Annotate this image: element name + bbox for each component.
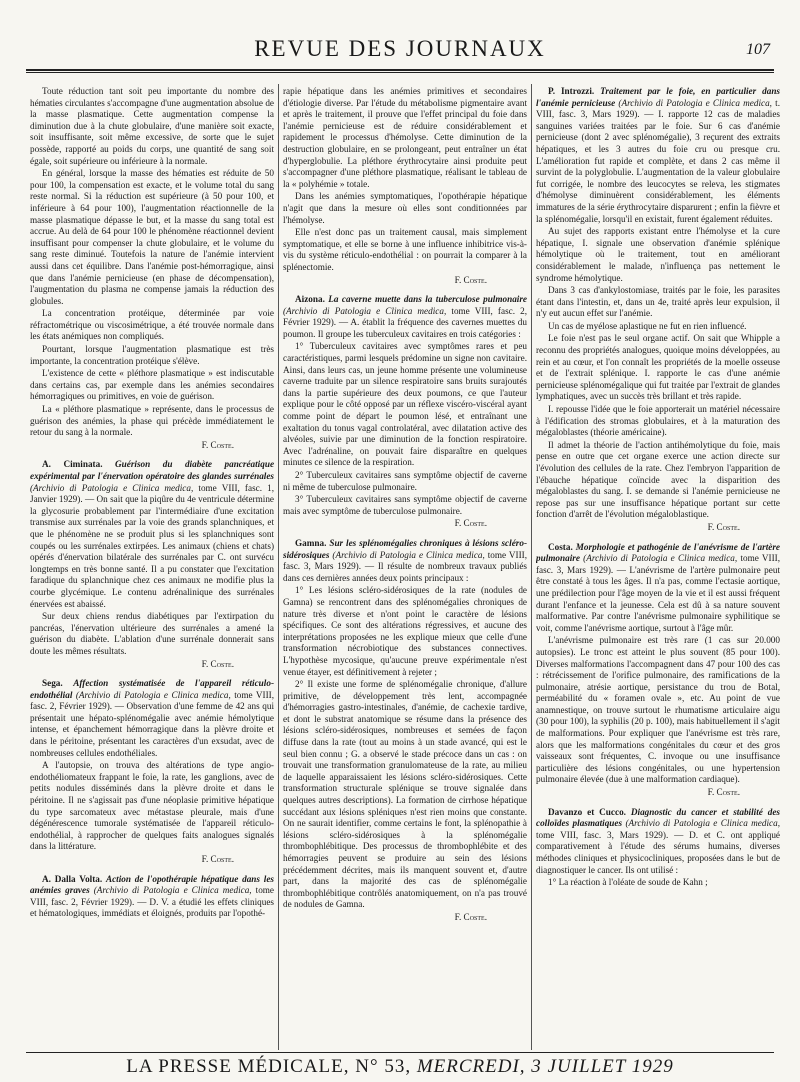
- column-divider-2: [531, 84, 532, 1050]
- article-author: P. Introzzi.: [548, 86, 595, 96]
- signature: F. Coste.: [454, 518, 487, 529]
- article-author: Sega.: [42, 678, 63, 689]
- list-item: 1° La réaction à l'oléate de soude de Kahn ;: [548, 877, 708, 888]
- paragraph: Dans 3 cas d'ankylostomiase, traités par le foie, les parasites étant dans l'intestin, et, dans un 4e, traité après leur expulsion, il n'y eut aucun effet sur l'anémie.: [536, 285, 780, 319]
- article-source: (Archivio di Patologia e Clinica medica,: [30, 482, 194, 493]
- article-title: Sur les splénomégalies chroniques à lésions scléro-sidérosiques: [283, 537, 527, 560]
- article-author: Aizona.: [295, 294, 325, 305]
- article-source: (Archivio di Patologia e Clinica medica,: [75, 689, 231, 700]
- footer-rule: [26, 1052, 774, 1053]
- article-introzzi: [536, 86, 780, 534]
- list-item: 2° Il existe une forme de splénomégalie chronique, d'allure primitive, de développement très lent, accompagnée d'hémorragies gastro-intestinales, d'anémie, de cachexie tardive, et dont le substrat anatomique se résume dans la présence des lésions scléro-sidérosiques, nombreuses et semées de façon diffuse dans la rate (tout au moins à un stade avancé, qui est le seul bien connu ; G. a observé le stade précoce dans un cas : on trouvait une transformation granulomateuse de la rate, au milieu de laquelle apparaissaient les lésions scléro-sidérosiques. Cette transformation structurale splénique se trouve signalée dans quelques autres descriptions). La formation de cirrhose hépatique succédant aux lésions spléniques n'est rien moins que constante. On ne saurait identifier, comme certains le font, la splénopathie à lésions scléro-sidérosiques à la splénomégalie thrombophlébitique. Des processus de thrombophlébite et des hémorragies peuvent se produire au sein des lésions précédemment décrites, mais ils manquent souvent et, d'autre part, dans la majorité des cas de splénomégalie thrombophlébitique contrôlés anatomiquement, on n'a pas trouvé de nodules de Gamna.: [283, 679, 527, 910]
- signature: F. Coste.: [201, 439, 234, 450]
- article-title: Diagnostic du cancer et stabilité des colloïdes plasmatiques: [536, 806, 780, 829]
- list-item: 1° Tuberculeux cavitaires avec symptômes rares et peu caractéristiques, parmi lesquels prédomine un signe non cavitaire. Ainsi, dans leurs cas, un jeune homme présente une volumineuse caverne traduite par un silence respiratoire sans bruits surajoutés dans la partie supérieure des deux poumons, ce que l'auteur explique pour le côté opposé par un réflexe viscéro-viscéral ayant comme point de départ le poumon lésé, et entraînant une exaltation du tonus vagal controlatéral, avec dilatation active des alvéoles, suivie par une diminution de la fonction respiratoire. Avec l'adrénaline, on pouvait faire disparaître en quelques minutes ce silence de la respiration.: [283, 341, 527, 468]
- column-1: [30, 86, 274, 1048]
- article-body: tome VIII, fasc. 2, Février 1929). — Observation d'une femme de 42 ans qui présentait une hépato-splénomégalie avec anémie hémolytique intense, et épanchement hémorragique dans la plèvre droite et dans le péritoine, présentant les caractères d'un exsudat, avec de nombreuses cellules endothéliales.: [30, 689, 274, 758]
- article-title: La caverne muette dans la tuberculose pulmonaire: [328, 294, 527, 305]
- paragraph: Dans les anémies symptomatiques, l'opothérapie hépatique n'agit que dans la mesure où elles sont conditionnées par l'hémolyse.: [283, 191, 527, 225]
- article-sega: [30, 678, 274, 866]
- article-ciminata: [30, 459, 274, 670]
- article-author: A. Dalla Volta.: [42, 873, 103, 884]
- paragraph: Le foie n'est pas le seul organe actif. On sait que Whipple a reconnu des propriétés analogues, quoique moins développées, au rein et au cœur, et l'on connaît les propriétés de la moelle osseuse et de l'extrait splénique. I. rapporte le cas d'une anémie pernicieuse splénomégalique qui fut traitée par l'extrait de glandes lymphatiques, avec un succès très brillant et très rapide.: [536, 333, 780, 402]
- paragraph: Pourtant, lorsque l'augmentation plasmatique est très importante, la concentration protéique s'élève.: [30, 344, 274, 366]
- article-source: (Archivio di Patologia e Clinica medica,: [332, 549, 485, 560]
- paragraph: La « pléthore plasmatique » représente, dans le processus de guérison des anémies, la phase qui précède immédiatement le retour du sang à la normale.: [30, 404, 274, 438]
- article-source: (Archivio di Patologia e Clinica medica,: [625, 818, 780, 829]
- signature: F. Coste.: [201, 854, 234, 864]
- article-title: Morphologie et pathogénie de l'anévrisme de l'artère pulmonaire: [536, 541, 780, 564]
- column-2: [283, 86, 527, 1048]
- article-gamna: [283, 538, 527, 924]
- paragraph: Elle n'est donc pas un traitement causal, mais simplement symptomatique, et elle se borne à une influence inhibitrice vis-à-vis du système réticulo-endothélial : on pourrait la comparer à la splénectomie.: [283, 227, 527, 272]
- article-aizona: [283, 294, 527, 530]
- header-rule: [26, 69, 774, 73]
- article-davanzo-cucco: [536, 807, 780, 889]
- article-author: Costa.: [548, 541, 573, 552]
- list-item: 2° Tuberculeux cavitaires sans symptôme objectif de caverne ni même de tuberculose pulmonaire.: [283, 470, 527, 492]
- paragraph: Au sujet des rapports existant entre l'hémolyse et la cure hépatique, I. signale une observation d'anémie splénique hémolytique où le traitement, tout en améliorant considérablement le malade, n'influença pas nettement le syndrome hémolytique.: [536, 226, 780, 283]
- article-body: tome VIII, fasc. 3, Mars 1929). — Il résulte de nombreux travaux publiés dans ces dernières années deux points principaux :: [283, 549, 527, 583]
- page-footer: [0, 1052, 800, 1080]
- article-body: tome VIII, fasc. 3, Mars 1929). — L'anévrisme de l'artère pulmonaire peut être constaté à tous les âges. Il n'a pas, comme l'ectasie aortique, une prédilection pour l'âge moyen de la vie et il est aussi fréquent durant l'enfance et la jeunesse. Cela est dû à sa nature souvent malformative. Par contre l'anévrisme pulmonaire syphilitique se voit, comme l'anévrisme aortique, surtout à l'âge mûr.: [536, 553, 780, 633]
- list-item: 1° Les lésions scléro-sidérosiques de la rate (nodules de Gamna) se rencontrent dans des splénomégalies chroniques de nature très diverse et n'ont point le caractère de lésions spécifiques. Ce sont des altérations régressives, et aucune des interprétations proposées ne les explique mieux que celle d'une transformation nécrobiotique des substances connectives. L'hypothèse mycosique, qu'aucune preuve expérimentale n'est venue étayer, est définitivement à rejeter ;: [283, 585, 527, 677]
- article-author: Davanzo et Cucco.: [548, 806, 626, 817]
- paragraph: rapie hépatique dans les anémies primitives et secondaires d'étiologie diverse. Par l'étude du métabolisme pigmentaire avant et après le traitement, il prouve que l'effet principal du foie dans l'anémie pernicieuse est de réduire considérablement et rapidement le processus d'hémolyse. Cette diminution de la destruction globulaire, en se prolongeant, peut entraîner un état d'hyperglobulie. La pléthore érythrocytaire ainsi produite peut s'accompagner d'une pléthore plasmatique, réalisant le tableau de la « polyhémie » totale.: [283, 86, 527, 189]
- paragraph: I. repousse l'idée que le foie apporterait un matériel nécessaire à l'édification des stromas globulaires, et à la maturation des mégaloblastes (théorie américaine).: [536, 404, 780, 438]
- paragraph: En général, lorsque la masse des hématies est réduite de 50 pour 100, la compensation est exacte, et le volume total du sang reste normal. Si la réduction est supérieure (à 50 pour 100, et inférieure à 64 pour 100), l'augmentation réactionnelle de la masse plasmatique dépasse le but, et la masse du sang total est accrue. Au delà de 64 pour 100 le phénomène réactionnel devient insuffisant pour compenser la chute globulaire, et le volume du sang reste diminué. Toutefois la nature de l'anémie intervient aussi dans cet équilibre. Dans l'anémie post-hémorragique, ainsi que dans l'anémie pernicieuse (en phase de décompensation), l'augmentation du plasma ne compense jamais la réduction des globules.: [30, 168, 274, 306]
- article-body: tome VIII, fasc. 2, Février 1929). — D. V. a étudié les effets cliniques et hématologiques, immédiats et éloignés, produits par l'opothé-: [30, 885, 274, 919]
- article-body: t. VIII, fasc. 3, Mars 1929). — I. rapporte 12 cas de maladies sanguines variées traitées par le foie. Sur 6 cas d'anémie pernicieuse (dont 2 avec splénomégalie), 3 reçurent des extraits hépatiques, et les 3 autres du foie cru ou presque cru. L'amélioration fut rapide et complète, et dans 2 cas même il survint de la polyglobulie. L'augmentation de la valeur globulaire fut corrigée, le nombre des leucocytes se releva, les stigmates d'hémolyse diminuèrent considérablement, les éléments immatures de la série érythrocytaire disparurent ; enfin la fièvre et la splénomégalie, lorsqu'il en existait, furent également réduites.: [536, 97, 780, 224]
- column-divider-1: [278, 84, 279, 1050]
- article-body: tome VIII, fasc. 2, Février 1929). — A. établit la fréquence des cavernes muettes du poumon. Il groupe les tuberculeux cavitaires en trois catégories :: [283, 305, 527, 339]
- page-header: [0, 30, 800, 70]
- paragraph: Sur deux chiens rendus diabétiques par l'extirpation du pancréas, l'énervation ultérieure des surrénales a amené la guérison du diabète. L'ablation d'une surrénale donnerait sans doute les mêmes résultats.: [30, 611, 274, 656]
- list-item: 3° Tuberculeux cavitaires sans symptôme objectif de caverne mais avec symptôme de tuberculose pulmonaire.: [283, 494, 527, 516]
- signature: F. Coste.: [707, 521, 740, 532]
- footer-journal: LA PRESSE MÉDICALE, N° 53,: [126, 1056, 412, 1077]
- article-source: (Archivio di Patologia e Clinica medica,: [583, 553, 738, 564]
- signature: F. Coste.: [454, 911, 487, 922]
- article-author: A. Ciminata.: [42, 459, 103, 470]
- article-author: Gamna.: [295, 537, 327, 548]
- article-title: Traitement par le foie, en particulier dans l'anémie pernicieuse: [536, 86, 780, 108]
- paragraph: La concentration protéique, déterminée par voie réfractométrique ou viscosimétrique, a été trouvée normale dans les états anémiques non compliqués.: [30, 308, 274, 342]
- article-source: (Archivio di Patologia e Clinica medica,: [283, 305, 447, 316]
- paragraph: Toute réduction tant soit peu importante du nombre des hématies circulantes s'accompagne d'une augmentation absolue de la masse plasmatique. Cette augmentation compense la diminution due à la chute globulaire, d'une manière soit exacte, soit insuffisante, soit même excessive, de sorte que le sujet possède, rapporté au poids du corps, une quantité de sang soit égale, soit supérieure ou inférieure à la normale.: [30, 86, 274, 166]
- article-costa: [536, 542, 780, 799]
- footer-text: [0, 1056, 800, 1078]
- journal-section-title: REVUE DES JOURNAUX: [254, 36, 546, 61]
- paragraph: Un cas de myélose aplastique ne fut en rien influencé.: [548, 320, 747, 331]
- page-number: 107: [746, 41, 770, 58]
- signature: F. Coste.: [454, 274, 487, 285]
- article-body: tome VIII, fasc. 3, Mars 1929). — D. et C. ont appliqué comparativement à l'étude des sérums humains, diverses méthodes cliniques et physicocliniques, proposées dans le but de diagnostiquer le cancer. Ils ont utilisé :: [536, 829, 780, 875]
- article-title: Action de l'opothérapie hépatique dans les anémies graves: [30, 873, 274, 896]
- article-source: (Archivio di Patologia e Clinica medica,: [93, 885, 252, 896]
- paragraph: Il admet la théorie de l'action antihémolytique du foie, mais pense en outre que cet organe exerce une action directe sur l'évolution des cellules de la rate. Chez l'embryon l'apparition de l'ébauche hépatique coïncide avec la disparition des mégaloblastes du sang. I. se demande si l'anémie pernicieuse ne repose pas sur une insuffisance hépatique portant sur cette fonction d'arrêt de l'évolution mégaloblastique.: [536, 439, 780, 520]
- paragraph: L'anévrisme pulmonaire est très rare (1 cas sur 20.000 autopsies). Le tronc est atteint le plus souvent (85 pour 100). Diverses malformations l'accompagnent dans 47 pour 100 des cas : rétrécissement de l'orifice pulmonaire, des ramifications de la pulmonaire, atrésie aortique, persistance du trou de Botal, perméabilité du « foramen ovale », etc. Au point de vue anamnestique, on trouve surtout le rhumatisme articulaire aigu (30 pour 100), la syphilis (20 p. 100), mais habituellement il s'agit de malformations. Pour expliquer que l'anévrisme est très rare, alors que les malformations congénitales du cœur et des gros vaisseaux sont fréquentes, C. invoque ou une insuffisance particulière des lésions congénitales, ou une hypertension pulmonaire élevée (due à une malformation cardiaque).: [536, 635, 780, 785]
- footer-date: MERCREDI, 3 JUILLET 1929: [416, 1056, 674, 1077]
- signature: F. Coste.: [707, 787, 740, 798]
- article-dalla-volta: [30, 874, 274, 920]
- paragraph: A l'autopsie, on trouva des altérations de type angio-endothéliomateux frappant le foie, la rate, les ganglions, avec de petits nodules disséminés dans la plèvre droite et dans le péritoine. Il ne s'agissait pas d'une néoplasie primitive hépatique du type sarcomateux avec métastase pleurale, mais d'une dégénérescence tumorale systématisée de l'appareil réticulo-endothélial, à rapprocher de quelques faits analogues signalés dans la littérature.: [30, 760, 274, 852]
- article-body: tome VIII, fasc. 1, Janvier 1929). — On sait que la piqûre du 4e ventricule détermine la glycosurie probablement par l'intermédiaire d'une excitation transmise aux surrénales par la voie des grands splanchniques, et que le phénomène ne se produit plus si les splanchniques sont coupés ou les surrénales extirpées. Les animaux (chiens et chats) opérés d'énervation bilatérale des surrénales par C. ont survécu longtemps en très bonne santé. Il a pu constater que l'excitation faradique du splanchnique chez ces animaux ne modifie plus la courbe glycémique. Le contenu adrénalinique des surrénales énervées est abaissé.: [30, 482, 274, 609]
- article-title: Affection systématisée de l'appareil réticulo-endothélial: [30, 678, 274, 700]
- article-title: Guérison du diabète pancréatique expérimental par l'énervation opératoire des glandes surrénales: [30, 459, 274, 481]
- paragraph: L'existence de cette « pléthore plasmatique » est indiscutable dans certains cas, par exemple dans les anémies secondaires hémorragiques ou primitives, en voie de guérison.: [30, 368, 274, 402]
- article-source: (Archivio di Patologia e Clinica medica,: [618, 97, 772, 108]
- signature: F. Coste.: [201, 658, 234, 669]
- column-3: [536, 86, 780, 1048]
